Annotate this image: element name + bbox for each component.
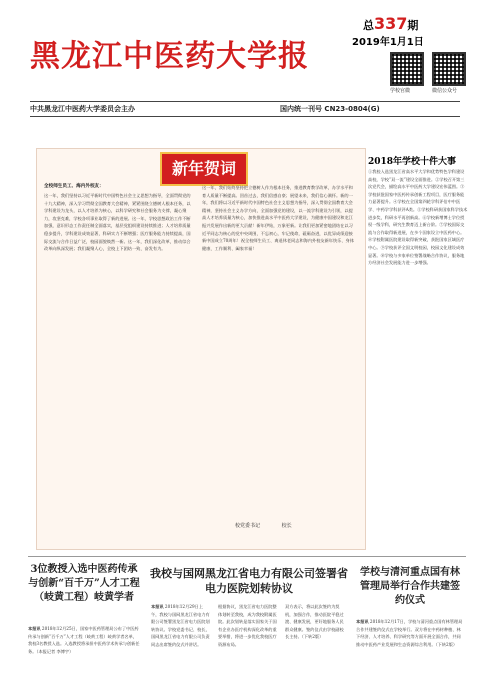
article-text: 2018年12月17日，学校与清河重点国有林管理局合作共建签约仪式在学校举行。双方将在中药材种植、林下经济、人才培养、科学研究等方面开展全面合作，共同推动中医药产业发展和生态资源综合利用。（下转2版） [356, 619, 463, 647]
issue-date: 2019年1月1日 [352, 37, 424, 48]
article-body: 根据协议，黑龙江省电力医院整体划转至我校，成为我校附属医院。此次划转是落实国家关于国有企业办医疗机构深化改革的重要举措，将进一步优化我校医疗资源布局。 [218, 604, 277, 647]
masthead [0, 0, 490, 95]
article-headline: 学校与清河重点国有林管理局举行合作共建签约仪式 [360, 567, 460, 606]
sidebar-text: ①我校入选黑龙江省高水平大学和优势特色学科建设高校，学校“双一流”建设全面推进。②学校召开第三次党代会，描绘高水平中医药大学建设宏伟蓝图。③学校获批国家中医药传承创新工程项目，医疗服务能力显著提升。④学校在全国第四轮学科评估中中医学、中药学学科获评A类。⑤学校科研获国家科学技术进步奖，科研水平再创新高。⑥学校新增博士学位授权一级学科，研究生教育迈上新台阶。⑦学校国际交流与合作取得新进展，在多个国家设立中医药中心。⑧学校附属医院建设取得新突破，获批国家区域医疗中心。⑨学校获评全国文明校园，校园文化建设成效显著。⑩学校与多家单位签署战略合作协议，服务地方经济社会发展能力进一步增强。 [368, 169, 468, 266]
serial-number: 国内统一刊号 CN23-0804(G) [280, 105, 380, 113]
qr-code-icon [432, 52, 466, 86]
article-headline: 我校与国网黑龙江省电力有限公司签署省电力医院划转协议 [150, 567, 348, 595]
article-body [28, 625, 140, 691]
new-year-banner: 新年贺词 [160, 152, 248, 186]
greeting: 全校师生员工、海内外校友： [44, 184, 104, 189]
article-body [356, 618, 464, 690]
article-body [151, 603, 211, 688]
issue-number: 总337期 [363, 14, 419, 33]
signature: 校党委书记 校长 [235, 523, 292, 529]
newspaper-logo: 黑龙江中医药大学报 [30, 39, 309, 74]
article-text: 2018年12月25日，国家中医药管理局公布了中医药传承与创新“百千万”人才工程（岐黄工程）岐黄学者名单，我校3名教授入选。入选教授将承担中医药学术传承与创新任务。（本报记者 李博宇） [28, 626, 140, 654]
subheader-bar [30, 101, 460, 117]
qr-code-icon [390, 52, 424, 86]
article-lead: 本报讯 [356, 619, 369, 624]
article-body: 双方表示，将以此次签约为契机，加强合作，推动医院平稳过渡、健康发展，更好地服务人民群众健康。签约仪式由学校副校长主持。（下转2版） [285, 604, 344, 640]
article-lead: 本报讯 [28, 626, 41, 631]
new-year-text-column: 这一年，我们坚持以习近平新时代中国特色社会主义思想为指导，全面贯彻党的十九大精神，深入学习贯彻全国教育大会精神，紧紧围绕立德树人根本任务，以学科建设为龙头，以人才培养为核心，以科学研究和社会服务为支撑，凝心聚力，攻坚克难，学校各项事业取得了新的进展。这一年，学校思想政治工作不断加强，意识形态工作责任制全面落实，基层党组织建设持续推进；人才培养质量稳步提升，学科建设成效显著，科研实力不断增强；医疗服务能力持续提高，国际交流与合作日益广泛，校园面貌焕然一新。这一年，我们深化改革，推动综合改革向纵深发展；我们凝聚人心，全校上下团结一致、奋发有为。 [44, 193, 191, 252]
new-year-text-column: 这一年，我们始终坚持把立德树人作为根本任务，推进教育教学改革，办学水平和育人质量不断提高。回首过去，我们倍感自豪；展望未来，我们信心满怀。新的一年，我们将以习近平新时代中国特色社会主义思想为指导，深入贯彻全国教育大会精神，坚持社会主义办学方向，全面加强党的建设，以一流学科建设为引领，以提高人才培养质量为核心，加快推进高水平中医药大学建设，为健康中国建设和龙江振兴发展作出新的更大贡献！新年伊始，万象更新。让我们更加紧密地团结在以习近平同志为核心的党中央周围，不忘初心，牢记使命，砥砺奋进，以优异成绩迎接新中国成立70周年！祝全校师生员工、离退休老同志和海内外校友新年快乐、身体健康、工作顺利、阖家幸福！ [202, 185, 354, 251]
qr-label: 微信公众号 [432, 88, 458, 94]
sidebar-heading: 2018年学校十件大事 [368, 157, 457, 167]
publisher: 中共黑龙江中医药大学委员会主办 [30, 105, 135, 113]
article-headline: 3位教授入选中医药传承与创新“百千万”人才工程（岐黄工程）岐黄学者 [28, 564, 140, 603]
article-lead: 本报讯 [151, 604, 164, 609]
article-text: 2018年12月29日上午，我校与国网黑龙江省电力有限公司签署黑龙江省电力医院划转协议。学校党委书记、校长，国网黑龙江省电力有限公司负责同志出席签约仪式并讲话。 [151, 604, 210, 647]
divider [28, 556, 466, 557]
qr-label: 学校官微 [390, 88, 411, 94]
